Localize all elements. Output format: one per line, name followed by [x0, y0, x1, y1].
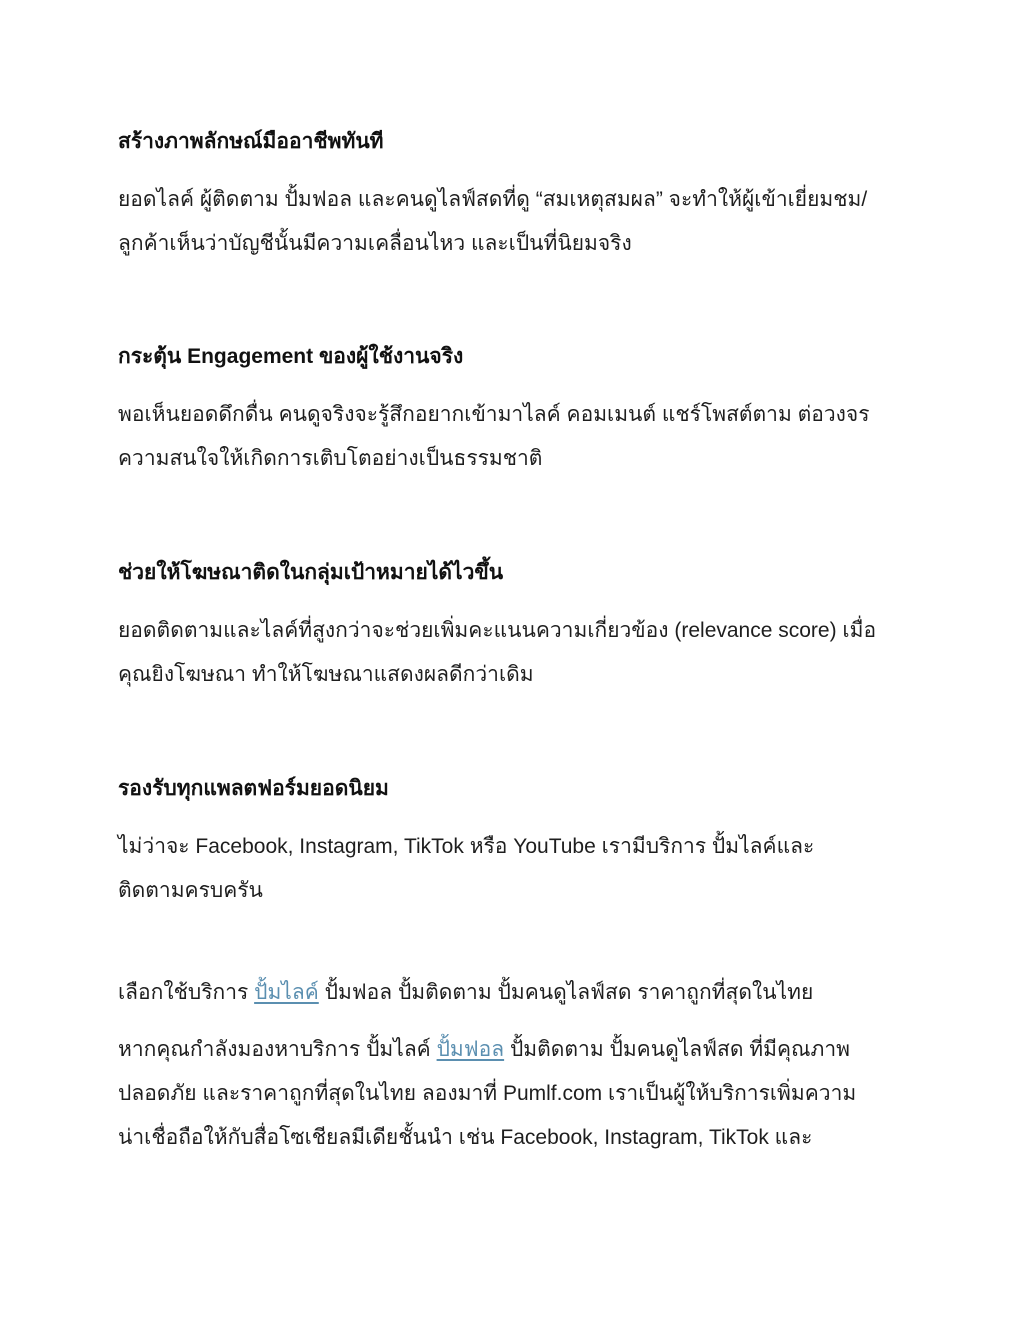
promo-line-text [118, 971, 908, 1015]
section-ads-targeting-body [118, 609, 908, 697]
section-engagement-body [118, 393, 908, 481]
section-heading: รองรับทุกแพลตฟอร์มยอดนิยม [118, 777, 389, 800]
paragraph-line: คุณยิงโฆษณา ทำให้โฆษณาแสดงผลดีกว่าเดิม [118, 663, 534, 686]
section-paragraph [118, 609, 908, 697]
paragraph-line: ลูกค้าเห็นว่าบัญชีนั้นมีความเคลื่อนไหว และเป็นที่นิยมจริง [118, 232, 632, 255]
section-paragraph [118, 178, 908, 266]
section-platforms-body [118, 825, 908, 913]
section-ads-targeting [118, 558, 908, 588]
section-paragraph [118, 825, 908, 913]
section-platforms [118, 774, 908, 804]
closing-line: น่าเชื่อถือให้กับสื่อโซเชียลมีเดียชั้นนำ เช่น Facebook, Instagram, TikTok และ [118, 1126, 813, 1149]
closing-line [118, 1028, 908, 1072]
promo-prefix: เลือกใช้บริการ [118, 981, 255, 1004]
paragraph-line: ยอดติดตามและไลค์ที่สูงกว่าจะช่วยเพิ่มคะแนนความเกี่ยวข้อง (relevance score) เมื่อ [118, 619, 877, 642]
section-heading: กระตุ้น Engagement ของผู้ใช้งานจริง [118, 345, 464, 368]
section-heading: ช่วยให้โฆษณาติดในกลุ่มเป้าหมายได้ไวขึ้น [118, 561, 504, 584]
closing-paragraph [118, 1028, 908, 1160]
closing-line: ปลอดภัย และราคาถูกที่สุดในไทย ลองมาที่ Pumlf.com เราเป็นผู้ให้บริการเพิ่มความ [118, 1082, 857, 1105]
closing-prefix: หากคุณกำลังมองหาบริการ ปั้มไลค์ [118, 1038, 437, 1061]
paragraph-line: ความสนใจให้เกิดการเติบโตอย่างเป็นธรรมชาติ [118, 447, 543, 470]
paragraph-line: ไม่ว่าจะ Facebook, Instagram, TikTok หรือ YouTube เรามีบริการ ปั้มไลค์และ [118, 835, 815, 858]
promo-suffix: ปั้มฟอล ปั้มติดตาม ปั้มคนดูไลฟ์สด ราคาถูกที่สุดในไทย [318, 981, 814, 1004]
section-paragraph [118, 393, 908, 481]
pump-follow-link[interactable]: ปั้มฟอล [436, 1038, 505, 1061]
paragraph-line: ติดตามครบครัน [118, 879, 263, 902]
closing-suffix: ปั้มติดตาม ปั้มคนดูไลฟ์สด ที่มีคุณภาพ [504, 1038, 850, 1061]
paragraph-line: พอเห็นยอดดึกดื่น คนดูจริงจะรู้สึกอยากเข้ามาไลค์ คอมเมนต์ แชร์โพสต์ตาม ต่อวงจร [118, 403, 870, 426]
section-heading: สร้างภาพลักษณ์มืออาชีพทันที [118, 130, 384, 153]
section-engagement [118, 342, 908, 372]
promo-line [118, 971, 908, 1015]
closing-section [118, 1028, 908, 1160]
section-professional-image [118, 127, 908, 157]
pump-like-link[interactable]: ปั้มไลค์ [254, 981, 319, 1004]
paragraph-line: ยอดไลค์ ผู้ติดตาม ปั้มฟอล และคนดูไลฟ์สดที่ดู “สมเหตุสมผล” จะทำให้ผู้เข้าเยี่ยมชม/ [118, 188, 868, 211]
promo-paragraph [118, 971, 908, 1015]
section-professional-image-body [118, 178, 908, 266]
